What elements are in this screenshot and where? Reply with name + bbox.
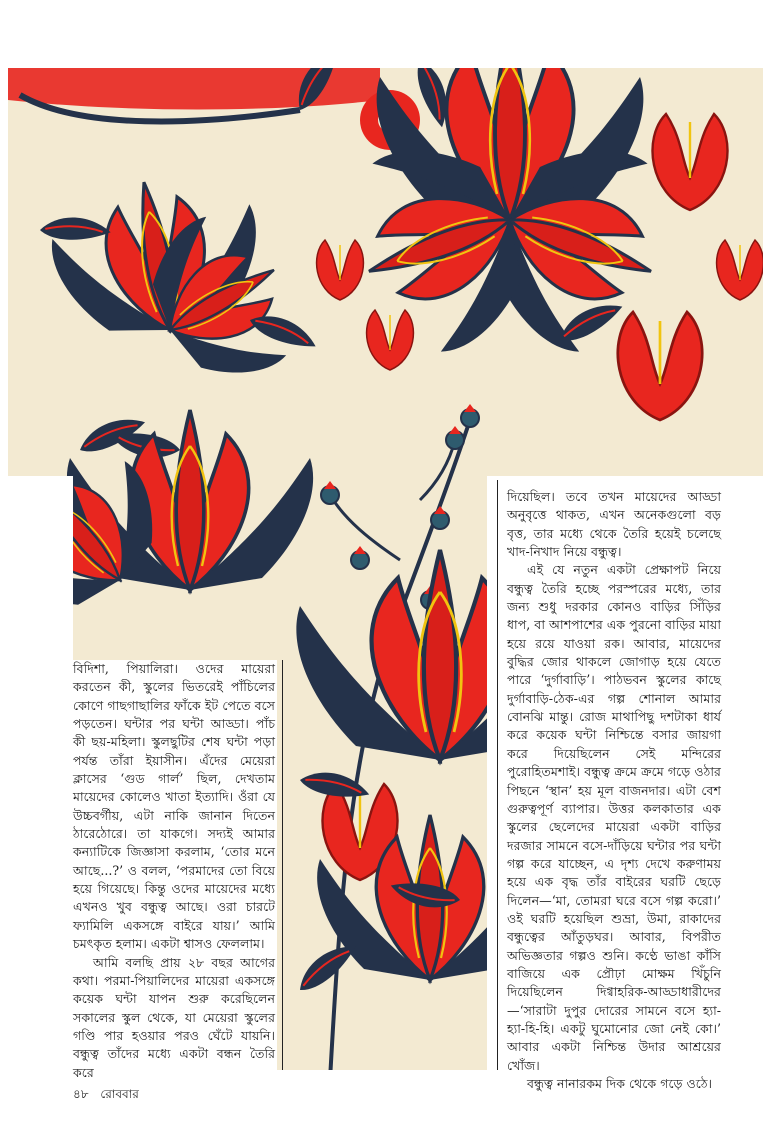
left-paragraph-1: বিদিশা, পিয়ালিরা। ওদের মায়েরা করতেন কী, স্কুলের ভিতরেই পাঁচিলের কোণে গাছগাছালির ফাঁকে ইট পেতে বসে পড়তেন। ঘন্টার পর ঘন্টা আড্ডা। পাঁচ কী ছয়-মহিলা। স্কুলছুটির শেষ ঘন্টা পড়া পর্যন্ত তাঁরা ইয়াসীন। এঁদের মেয়েরা ক্লাসের ‘গুড গার্ল’ ছিল, দেখতাম মায়েদের কোলেও খাতা ইত্যাদি। ওঁরা যে উচ্চবর্গীয়, এটা নাকি জানান দিতেন ঠারেঠোরে। তা যাকগে। সদ্যই আমার কন্যাটিকে জিজ্ঞাসা করলাম, ‘তোর মনে আছে...?’ ও বলল, ‘পরমাদের তো বিয়ে হয়ে গিয়েছে। কিন্তু ওদের মায়েদের মধ্যে এখনও খুব বন্ধুত্ব আছে। ওরা চারটে ফ্যামিলি একসঙ্গে বাইরে যায়।’ আমি চমৎকৃত হলাম। একটা শ্বাসও ফেললাম। xyxy=(73,661,275,952)
left-paragraph-2: আমি বলছি প্রায় ২৮ বছর আগের কথা। পরমা-পিয়ালিদের মায়েরা একসঙ্গে কয়েক ঘন্টা যাপন শুরু করেছিলেন সকালের স্কুল থেকে, যা মেয়েরা স্কুলের গণ্ডি পার হওয়ার পরও ঘেঁটে যায়নি। বন্ধুত্ব তাঁদের মধ্যে একটা বন্ধন তৈরি করে xyxy=(73,954,275,1080)
page-number: ৪৮ xyxy=(73,1087,89,1101)
magazine-name: রোববার xyxy=(100,1087,139,1101)
article-column-left xyxy=(73,660,275,1082)
right-paragraph-3: বন্ধুত্ব নানারকম দিক থেকে গড়ে ওঠে। xyxy=(527,1076,713,1091)
right-paragraph-1: দিয়েছিল। তবে তখন মায়েদের আড্ডা অনুবৃত্তে থাকত, এখন অনেকগুলো বড় বৃত্ত, তার মধ্যে থেকে তৈরি হয়েই চলেছে খাদ-নিখাদ নিয়ে বন্ধুত্ব। xyxy=(507,489,721,560)
right-paragraph-2: এই যে নতুন একটা প্রেক্ষাপট নিয়ে বন্ধুত্ব তৈরি হচ্ছে পরস্পরের মধ্যে, তার জন্য শুধু দরকার কোনও বাড়ির সিঁড়ির ধাপ, বা আশপাশের এক পুরনো বাড়ির মায়া হয়ে রয়ে যাওয়া রক। আবার, মায়েদের বুদ্ধির জোর থাকলে জোগাড় হয়ে যেতে পারে ‘দুর্গাবাড়ি’। পাঠভবন স্কুলের কাছে দুর্গাবাড়ি-ঠেক-এর গল্প শোনাল আমার বোনঝি মান্তু। রোজ মাথাপিছু দশটাকা ধার্য করে কয়েক ঘন্টা নিশ্চিন্তে বসার জায়গা করে দিয়েছিলেন সেই মন্দিরের পুরোহিতমশাই। বন্ধুত্ব ক্রমে ক্রমে গড়ে ওঠার পিছনে ‘স্থান’ হয় মূল বাজনদার। এটা বেশ গুরুত্বপূর্ণ ব্যাপার। উত্তর কলকাতার এক স্কুলের ছেলেদের মায়েরা একটা বাড়ির দরজার সামনে বসে-দাঁড়িয়ে ঘন্টার পর ঘন্টা গল্প করে যাচ্ছেন, এ দৃশ্য দেখে করুণাময় হয়ে এক বৃদ্ধ তাঁর বাইরের ঘরটি ছেড়ে দিলেন—‘মা, তোমরা ঘরে বসে গল্প করো।’ ওই ঘরটি হয়েছিল শুভ্রা, উমা, রাকাদের বন্ধুত্বের আঁতুড়ঘর। আবার, বিপরীত অভিজ্ঞতার গল্পও শুনি। কণ্ঠে ভাঙা কাঁসি বাজিয়ে এক প্রৌঢ়া মোক্ষম খিঁচুনি দিয়েছিলেন দিগ্বাহরিক-আড্ডাধারীদের—‘সারাটা দুপুর দোরের সামনে বসে হ্যা-হ্যা-হি-হি। একটু ঘুমোনোর জো নেই কো।’ আবার একটা নিশ্চিন্ত উদার আশ্রয়ের খোঁজ। xyxy=(507,562,721,1073)
column-rule-right xyxy=(497,480,498,1070)
column-rule-left xyxy=(282,660,283,1070)
article-column-right xyxy=(507,488,721,1093)
page-footer xyxy=(73,1086,147,1106)
